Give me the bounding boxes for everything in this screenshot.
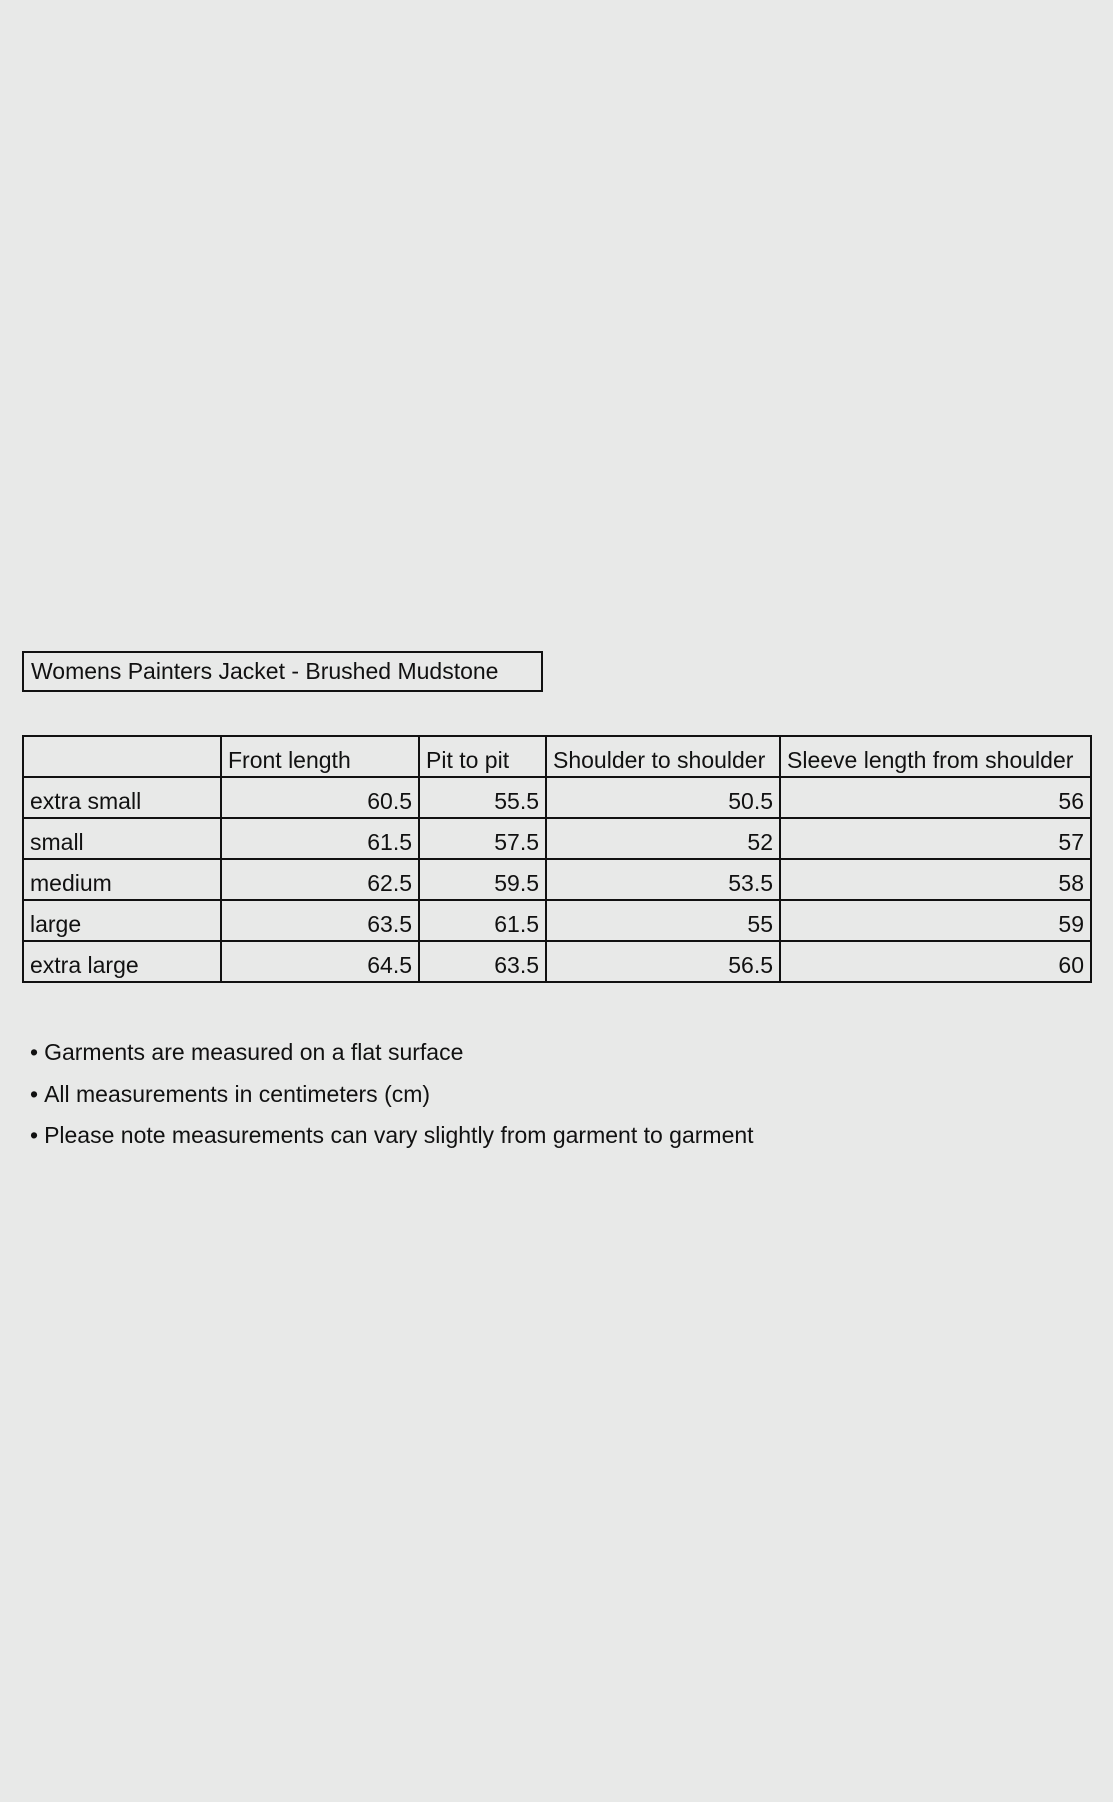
product-title: Womens Painters Jacket - Brushed Mudstone [22, 651, 543, 692]
table-cell: 53.5 [546, 859, 780, 900]
note-item [30, 1115, 754, 1157]
table-cell: 62.5 [221, 859, 419, 900]
column-header-sleeve-length: Sleeve length from shoulder [780, 736, 1091, 777]
table-cell: 57.5 [419, 818, 546, 859]
size-label: small [23, 818, 221, 859]
note-text: All measurements in centimeters (cm) [44, 1080, 431, 1107]
table-header-row [23, 736, 1091, 777]
table-cell: 61.5 [419, 900, 546, 941]
table-row [23, 859, 1091, 900]
table-cell: 59 [780, 900, 1091, 941]
table-row [23, 941, 1091, 982]
table-cell: 55.5 [419, 777, 546, 818]
size-table [22, 735, 1092, 983]
size-label: extra small [23, 777, 221, 818]
measurement-notes [30, 1032, 754, 1157]
column-header-shoulder-to-shoulder: Shoulder to shoulder [546, 736, 780, 777]
column-header-pit-to-pit: Pit to pit [419, 736, 546, 777]
table-cell: 63.5 [419, 941, 546, 982]
table-corner-cell [23, 736, 221, 777]
table-row [23, 900, 1091, 941]
table-cell: 57 [780, 818, 1091, 859]
table-row [23, 818, 1091, 859]
bullet-icon: • [30, 1122, 39, 1148]
table-cell: 63.5 [221, 900, 419, 941]
size-label: large [23, 900, 221, 941]
table-cell: 60 [780, 941, 1091, 982]
table-cell: 56 [780, 777, 1091, 818]
table-cell: 58 [780, 859, 1091, 900]
column-header-front-length: Front length [221, 736, 419, 777]
bullet-icon: • [30, 1039, 39, 1065]
table-cell: 61.5 [221, 818, 419, 859]
bullet-icon: • [30, 1080, 39, 1107]
size-label: extra large [23, 941, 221, 982]
table-row [23, 777, 1091, 818]
note-text: Garments are measured on a flat surface [44, 1039, 464, 1065]
table-cell: 50.5 [546, 777, 780, 818]
note-item [30, 1032, 754, 1074]
note-text: Please note measurements can vary slightly from garment to garment [44, 1122, 754, 1148]
table-cell: 60.5 [221, 777, 419, 818]
note-item [30, 1074, 754, 1116]
size-label: medium [23, 859, 221, 900]
table-cell: 64.5 [221, 941, 419, 982]
table-cell: 55 [546, 900, 780, 941]
table-cell: 59.5 [419, 859, 546, 900]
table-cell: 52 [546, 818, 780, 859]
table-cell: 56.5 [546, 941, 780, 982]
